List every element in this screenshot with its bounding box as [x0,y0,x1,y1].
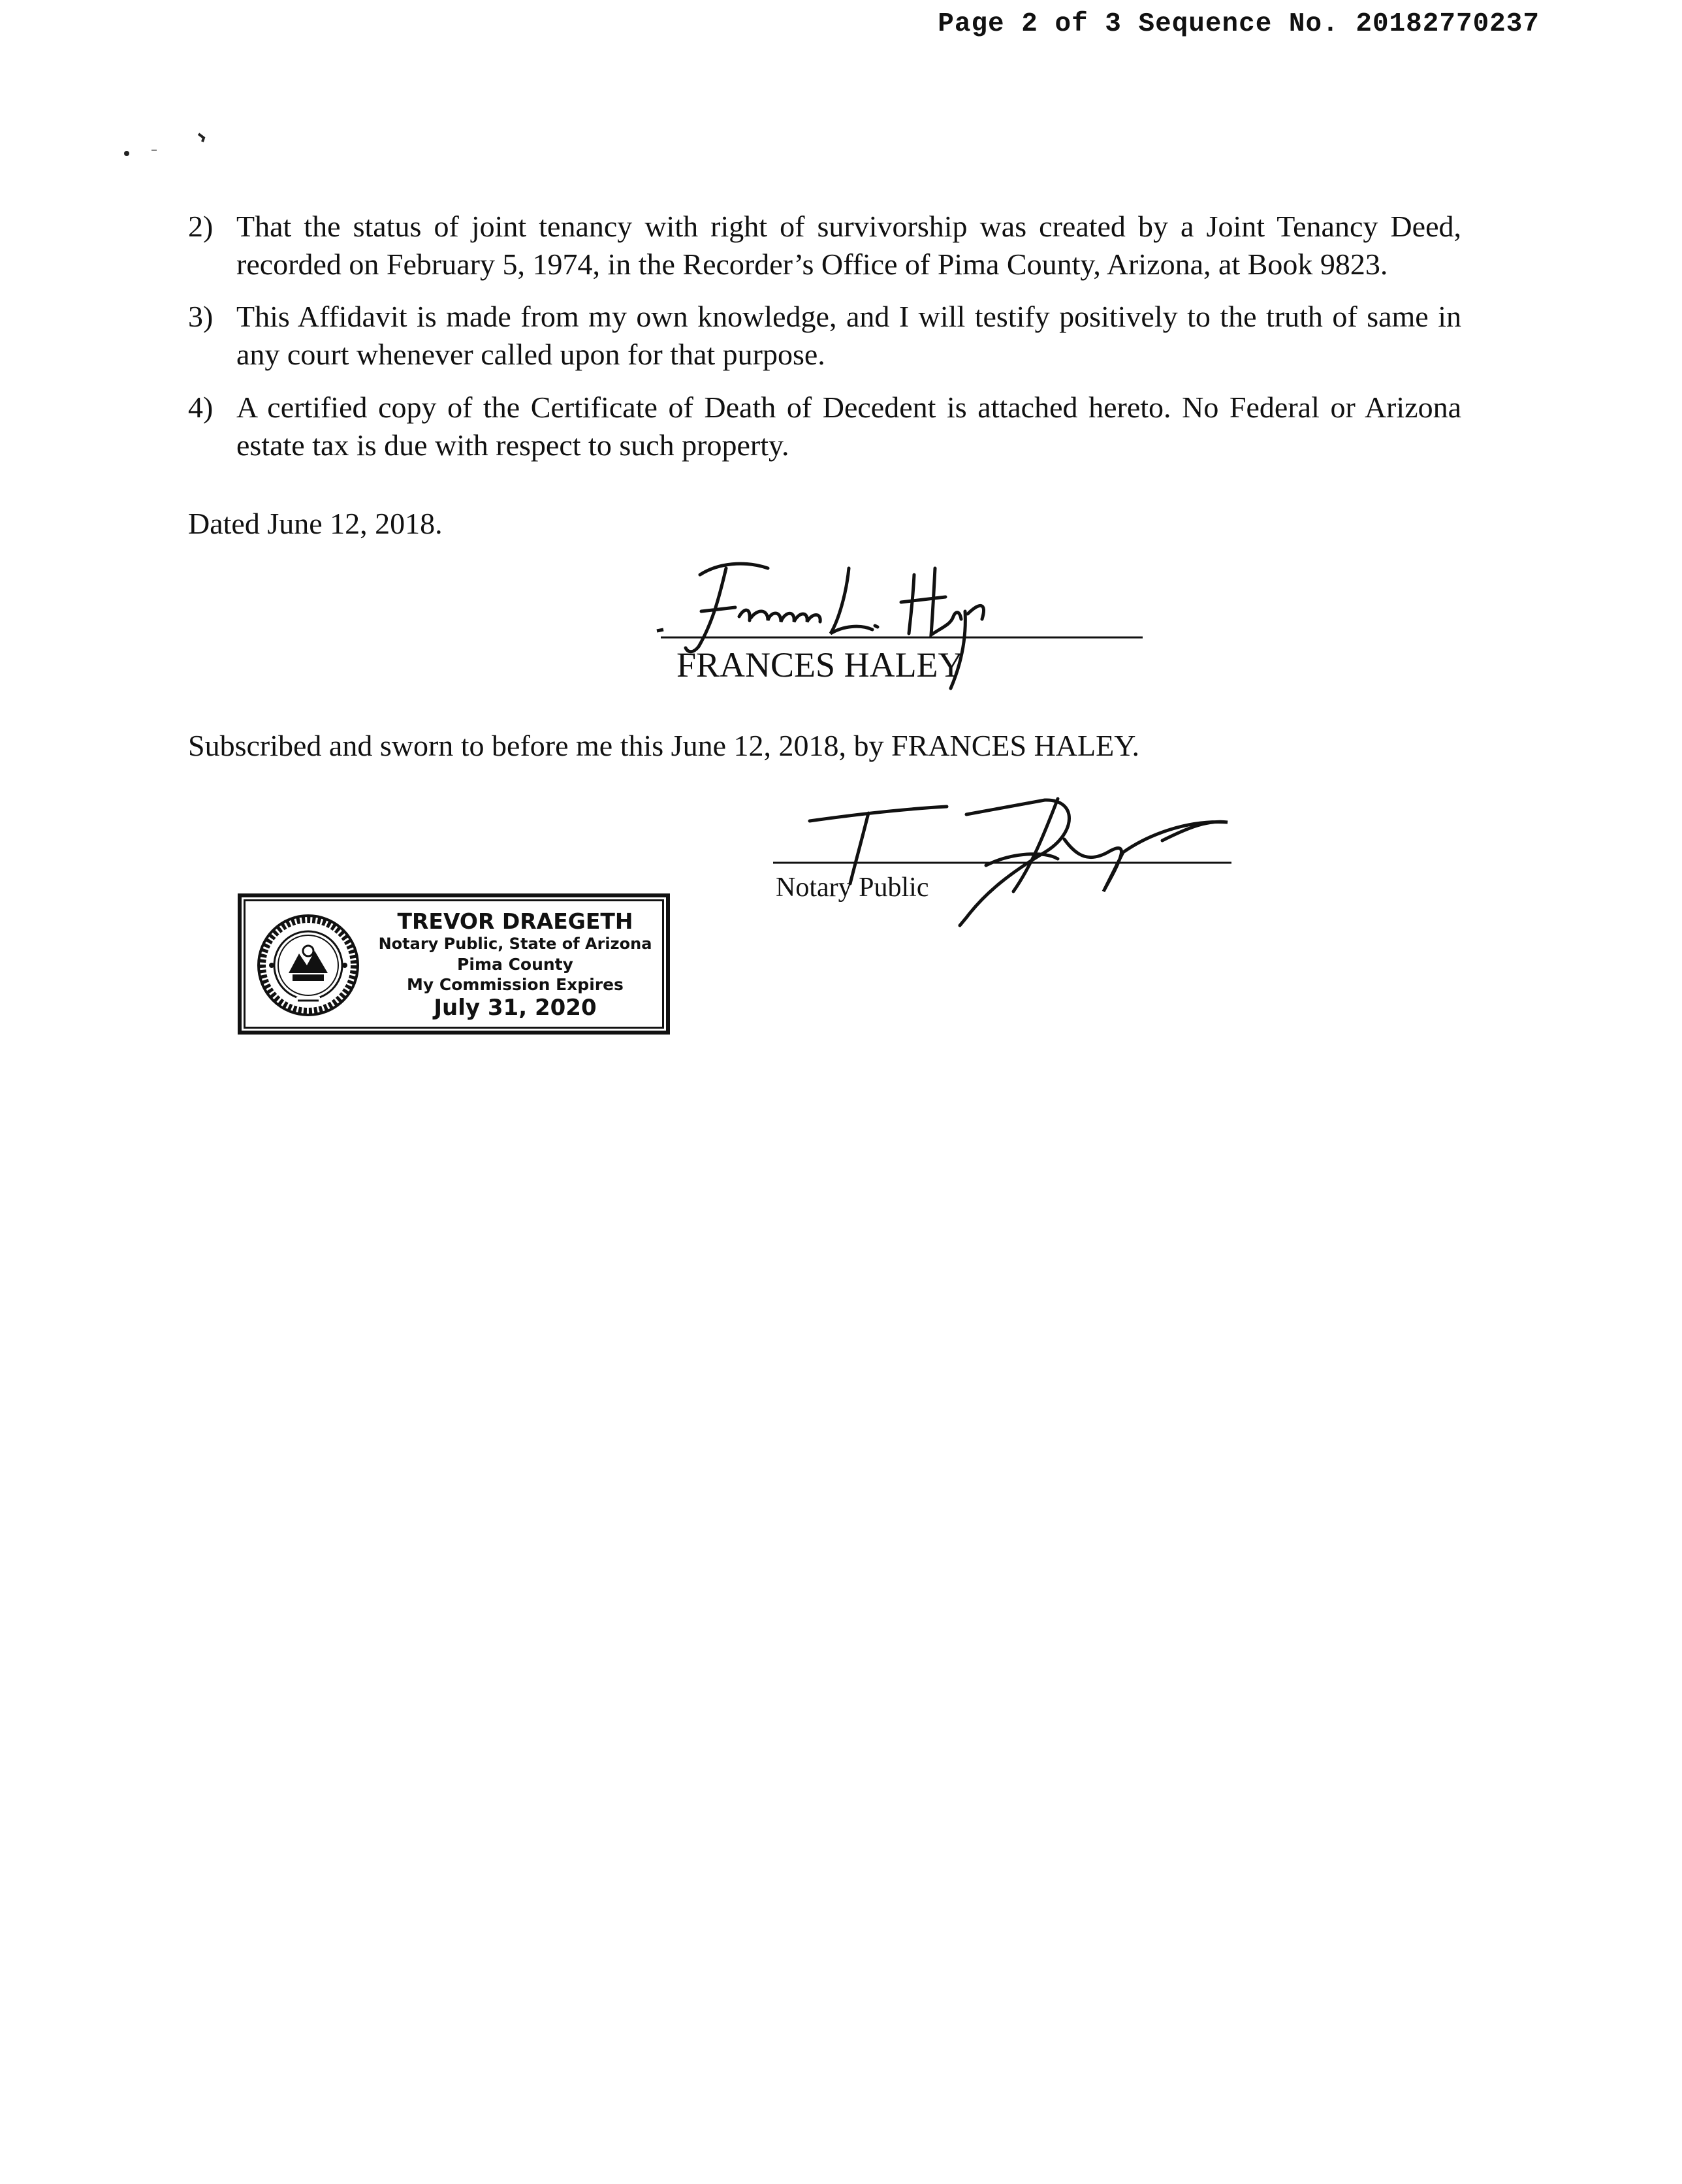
commission-label: My Commission Expires [407,975,624,994]
notary-public-label: Notary Public [776,873,929,903]
notary-stamp-text [363,909,667,1021]
dated-line: Dated June 12, 2018. [188,507,443,540]
clause-2 [188,208,1461,283]
affiant-printed-name: FRANCES HALEY [676,645,964,684]
notary-stamp [238,893,670,1035]
clause-text: That the status of joint tenancy with right of survivorship was created by a Joint Tenancy Deed, recorded on February 5, 1974, in the Recorder’s Office of Pima County, Arizona, at Book 9823. [236,210,1461,281]
clause-text: This Affidavit is made from my own knowledge, and I will testify positively to the truth of same in any court whenever called upon for that purpose. [236,300,1461,371]
commission-expiration: July 31, 2020 [434,995,597,1021]
notary-name: TREVOR DRAEGETH [397,908,633,934]
arizona-state-seal-icon [256,913,360,1018]
notary-county: Pima County [457,955,573,974]
clause-3 [188,298,1461,374]
notary-signature [770,780,1280,950]
clause-number: 2) [188,210,214,243]
clause-number: 4) [188,391,214,424]
page-sequence-header: Page 2 of 3 Sequence No. 20182770237 [938,9,1540,39]
jurat-line: Subscribed and sworn to before me this June 12, 2018, by FRANCES HALEY. [188,729,1139,762]
clause-text: A certified copy of the Certificate of Death of Decedent is attached hereto. No Federal or Arizona estate tax is due with respect to such property. [236,391,1461,462]
clause-number: 3) [188,300,214,333]
notary-title: Notary Public, State of Arizona [378,935,652,953]
clause-4 [188,389,1461,464]
scan-specks [118,127,222,167]
